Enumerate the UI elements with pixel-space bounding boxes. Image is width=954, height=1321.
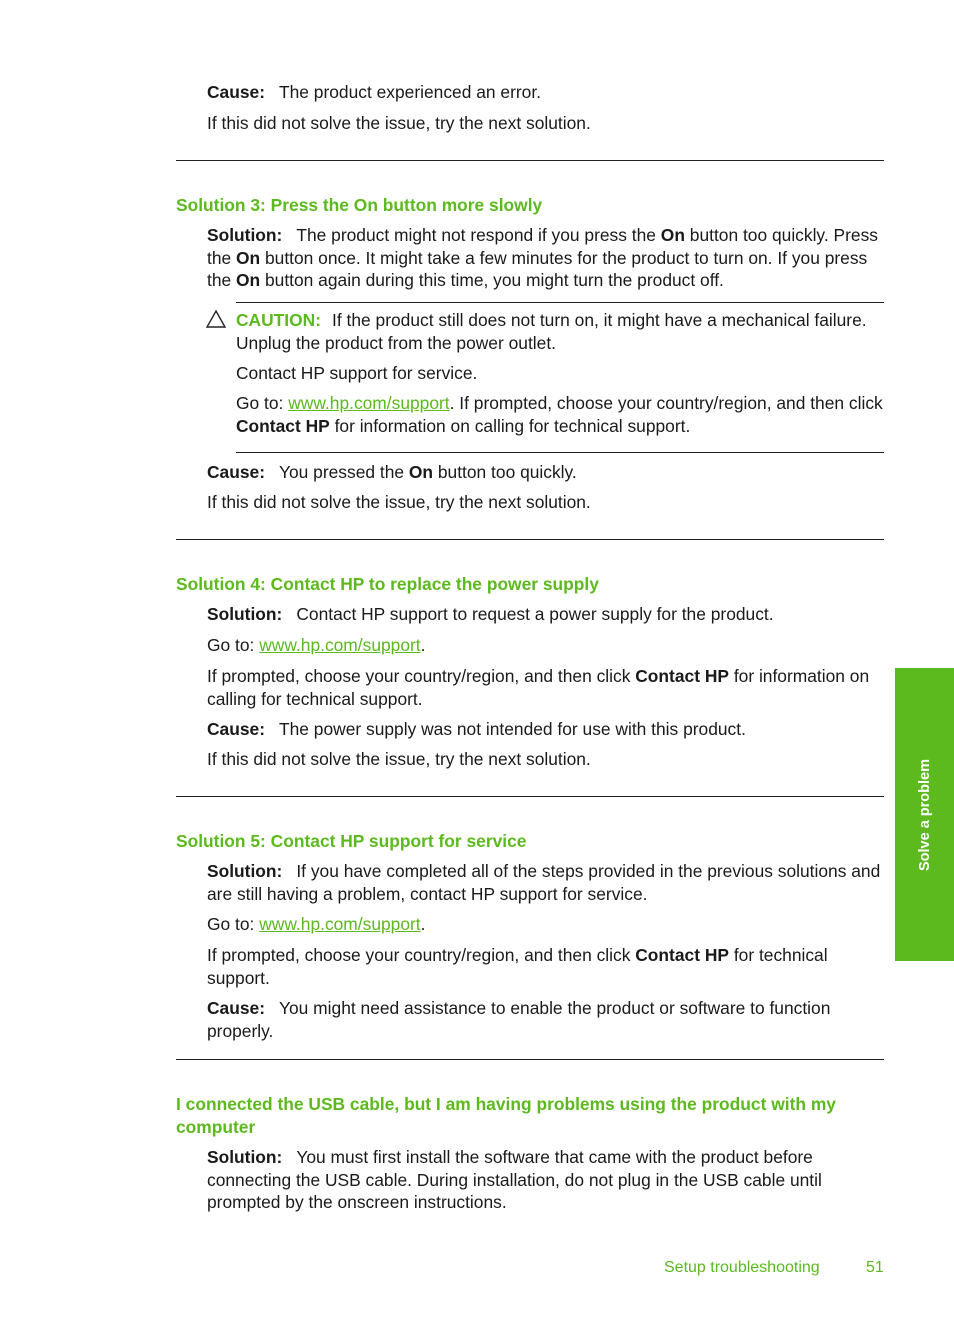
solution-5-goto: Go to: www.hp.com/support. [207,914,426,934]
page-number: 51 [866,1259,884,1276]
solution-5-text: Solution: If you have completed all of the steps provided in the previous solutions and are still having a problem, contact HP support for service. [207,861,881,904]
caution-triangle-icon [205,309,227,329]
side-tab-label: Solve a problem [916,758,933,871]
divider [176,160,884,161]
usb-heading: I connected the USB cable, but I am having problems using the product with my computer [176,1094,836,1137]
solution-5-heading: Solution 5: Contact HP support for service [176,831,527,851]
caution-contact-service: Contact HP support for service. [236,363,478,383]
side-tab [895,668,954,961]
solution-3-cause: Cause: You pressed the On button too quickly. [207,462,577,482]
solution-4-text: Solution: Contact HP support to request a power supply for the product. [207,604,774,624]
caution-bottom-rule [236,452,884,453]
caution-top-rule [236,302,884,303]
solution-4-goto: Go to: www.hp.com/support. [207,635,426,655]
solution-5-cause: Cause: You might need assistance to enable the product or software to function properly. [207,998,831,1041]
divider [176,539,884,540]
usb-solution-text: Solution: You must first install the software that came with the product before connecting the USB cable. During installation, do not plug in the USB cable until prompted by the onscreen instructions. [207,1147,822,1212]
caution-goto: Go to: www.hp.com/support. If prompted, choose your country/region, and then click Contact HP for information on calling for technical support. [236,393,883,436]
solution-4-cause: Cause: The power supply was not intended for use with this product. [207,719,746,739]
divider [176,1059,884,1060]
solution-3-text: Solution: The product might not respond if you press the On button too quickly. Press the On button once. It might take a few minutes for the product to turn on. If you press the On button again during this time, you might turn the product off. [207,225,878,290]
hp-support-link[interactable]: www.hp.com/support [259,914,421,934]
solution-5-prompt: If prompted, choose your country/region, and then click Contact HP for technical support. [207,945,828,988]
divider [176,796,884,797]
hp-support-link[interactable]: www.hp.com/support [288,393,450,413]
solution-4-prompt: If prompted, choose your country/region, and then click Contact HP for information on calling for technical support. [207,666,870,709]
solution-4-heading: Solution 4: Contact HP to replace the power supply [176,574,599,594]
top-next: If this did not solve the issue, try the next solution. [207,113,591,133]
caution-text: CAUTION: If the product still does not turn on, it might have a mechanical failure. Unplug the product from the power outlet. [236,310,867,353]
solution-4-next: If this did not solve the issue, try the next solution. [207,749,591,769]
solution-3-next: If this did not solve the issue, try the next solution. [207,492,591,512]
top-cause: Cause: The product experienced an error. [207,82,541,102]
solution-3-heading: Solution 3: Press the On button more slowly [176,195,543,215]
hp-support-link[interactable]: www.hp.com/support [259,635,421,655]
footer-title: Setup troubleshooting [664,1259,820,1276]
